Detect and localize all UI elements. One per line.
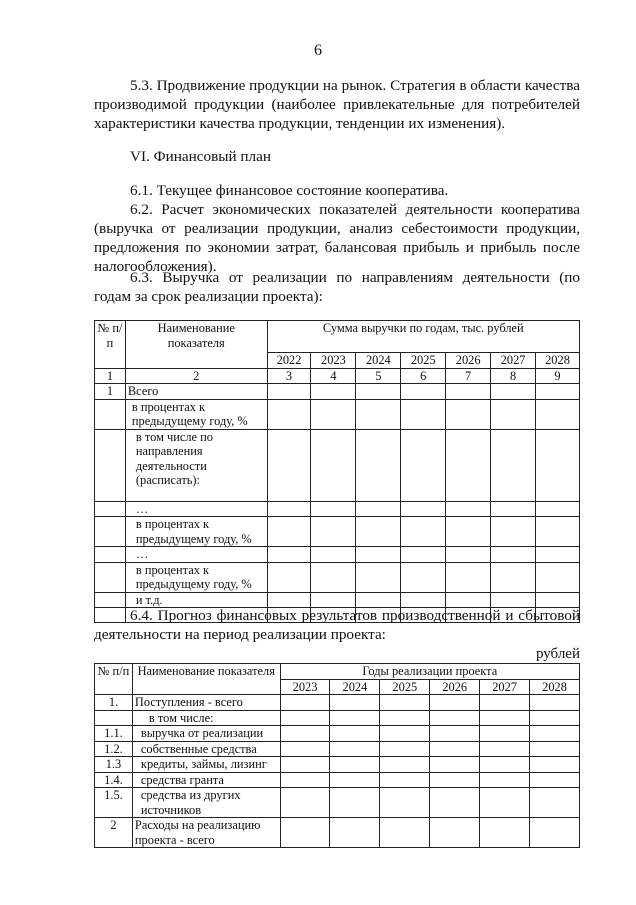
- t2-value-cell: [530, 772, 580, 788]
- t2-value-cell: [430, 695, 480, 711]
- t2-row-name: средства гранта: [132, 772, 280, 788]
- t2-value-cell: [430, 818, 480, 848]
- t1-value-cell: [491, 384, 536, 400]
- t2-row-no: 1.5.: [95, 788, 133, 818]
- t1-row-name: и т.д.: [125, 592, 267, 608]
- t1-header-name: Наименование показателя: [125, 321, 267, 369]
- t1-value-cell: [446, 399, 491, 429]
- t2-header-years: Годы реализации проекта: [280, 664, 579, 680]
- unit-label: рублей: [535, 646, 580, 662]
- table-row: [95, 695, 580, 711]
- t2-body: [95, 695, 580, 848]
- t1-value-cell: [536, 399, 580, 429]
- table-row: [95, 772, 580, 788]
- t1-row-name: в процентах к предыдущему году, %: [125, 562, 267, 592]
- t2-value-cell: [480, 695, 530, 711]
- t1-value-cell: [311, 429, 356, 501]
- t1-year: 2024: [356, 353, 401, 369]
- t2-value-cell: [280, 710, 330, 726]
- t2-value-cell: [480, 772, 530, 788]
- t2-value-cell: [380, 695, 430, 711]
- t1-column-numbers: [95, 368, 580, 384]
- t2-value-cell: [430, 726, 480, 742]
- t1-row-no: [95, 547, 126, 563]
- t1-year: 2023: [311, 353, 356, 369]
- t1-row-no: [95, 517, 126, 547]
- t2-value-cell: [530, 741, 580, 757]
- t1-value-cell: [311, 384, 356, 400]
- t1-row-name: в том числе по направления деятельности (расписать):: [125, 429, 267, 501]
- t1-year: 2026: [446, 353, 491, 369]
- t1-value-cell: [267, 547, 311, 563]
- paragraph-5-3: 5.3. Продвижение продукции на рынок. Стратегия в области качества производимой продукции (наиболее привлекательные для потребителей характеристики качества продукции, тенденции их изменения).: [94, 77, 580, 132]
- t2-value-cell: [530, 695, 580, 711]
- t1-row-name: в процентах к предыдущему году, %: [125, 399, 267, 429]
- t2-value-cell: [280, 726, 330, 742]
- t2-row-no: 1.1.: [95, 726, 133, 742]
- t2-row-name: Расходы на реализацию проекта - всего: [132, 818, 280, 848]
- t2-row-no: 1.2.: [95, 741, 133, 757]
- t1-header-no: № п/п: [95, 321, 126, 369]
- t2-row-name: в том числе:: [132, 710, 280, 726]
- t2-row-name: собственные средства: [132, 741, 280, 757]
- t2-value-cell: [280, 695, 330, 711]
- table-row: [95, 788, 580, 818]
- t1-value-cell: [356, 429, 401, 501]
- t2-row-no: [95, 710, 133, 726]
- t2-value-cell: [480, 788, 530, 818]
- t2-value-cell: [380, 741, 430, 757]
- t1-col-num: 8: [491, 368, 536, 384]
- t2-row-name: Поступления - всего: [132, 695, 280, 711]
- t1-col-num: 4: [311, 368, 356, 384]
- t1-value-cell: [311, 547, 356, 563]
- t1-value-cell: [536, 384, 580, 400]
- t1-value-cell: [356, 562, 401, 592]
- t1-col-num: 3: [267, 368, 311, 384]
- table-row: [95, 710, 580, 726]
- t2-year: 2025: [380, 679, 430, 695]
- paragraph-6-2: 6.2. Расчет экономических показателей деятельности кооператива (выручка от реализации продукции, анализ себестоимости продукции, предложения по экономии затрат, балансовая прибыль и прибыль после налогообложения).: [94, 201, 580, 275]
- table-row: [95, 399, 580, 429]
- t2-value-cell: [430, 710, 480, 726]
- t2-value-cell: [530, 757, 580, 773]
- t1-value-cell: [536, 429, 580, 501]
- t2-value-cell: [380, 788, 430, 818]
- table-row: [95, 384, 580, 400]
- table-row: [95, 818, 580, 848]
- t2-value-cell: [280, 818, 330, 848]
- t2-value-cell: [380, 726, 430, 742]
- t2-row-name: кредиты, займы, лизинг: [132, 757, 280, 773]
- t1-value-cell: [446, 384, 491, 400]
- t1-value-cell: [267, 562, 311, 592]
- t1-row-name: в процентах к предыдущему году, %: [125, 517, 267, 547]
- t1-value-cell: [311, 501, 356, 517]
- t2-value-cell: [480, 757, 530, 773]
- t2-value-cell: [430, 757, 480, 773]
- t1-col-num: 6: [401, 368, 446, 384]
- t1-row-no: 1: [95, 384, 126, 400]
- t1-value-cell: [311, 399, 356, 429]
- t2-value-cell: [280, 772, 330, 788]
- section-heading-financial-plan: VI. Финансовый план: [130, 148, 271, 165]
- t2-value-cell: [280, 757, 330, 773]
- t1-value-cell: [491, 517, 536, 547]
- t1-value-cell: [267, 429, 311, 501]
- t1-value-cell: [401, 384, 446, 400]
- paragraph-6-4: 6.4. Прогноз финансовых результатов производственной и сбытовой деятельности на период реализации проекта:: [94, 607, 580, 643]
- t2-value-cell: [430, 772, 480, 788]
- t1-value-cell: [491, 501, 536, 517]
- t2-row-no: 1.3: [95, 757, 133, 773]
- t2-year: 2027: [480, 679, 530, 695]
- t2-header-no: № п/п: [95, 664, 133, 695]
- t1-value-cell: [267, 501, 311, 517]
- t2-year: 2024: [330, 679, 380, 695]
- t2-value-cell: [280, 788, 330, 818]
- t1-row-no: [95, 399, 126, 429]
- t2-value-cell: [530, 818, 580, 848]
- t2-value-cell: [330, 772, 380, 788]
- t2-value-cell: [330, 695, 380, 711]
- table-row: [95, 501, 580, 517]
- t2-value-cell: [330, 757, 380, 773]
- t1-value-cell: [491, 547, 536, 563]
- t1-value-cell: [267, 517, 311, 547]
- t1-value-cell: [536, 547, 580, 563]
- t1-value-cell: [536, 501, 580, 517]
- t1-header-sum: Сумма выручки по годам, тыс. рублей: [267, 321, 579, 353]
- t2-value-cell: [530, 710, 580, 726]
- t1-row-name: …: [125, 547, 267, 563]
- t1-value-cell: [401, 517, 446, 547]
- t2-value-cell: [330, 710, 380, 726]
- t2-value-cell: [530, 726, 580, 742]
- t1-value-cell: [311, 562, 356, 592]
- t1-value-cell: [401, 429, 446, 501]
- t2-value-cell: [480, 710, 530, 726]
- t1-value-cell: [446, 429, 491, 501]
- t2-value-cell: [330, 726, 380, 742]
- t2-value-cell: [380, 772, 430, 788]
- t1-year: 2025: [401, 353, 446, 369]
- t2-year: 2028: [530, 679, 580, 695]
- t1-value-cell: [356, 384, 401, 400]
- t1-value-cell: [446, 501, 491, 517]
- t1-value-cell: [401, 547, 446, 563]
- t1-value-cell: [446, 517, 491, 547]
- t1-value-cell: [446, 562, 491, 592]
- t1-row-no: [95, 562, 126, 592]
- t1-value-cell: [267, 399, 311, 429]
- t1-value-cell: [491, 399, 536, 429]
- t1-value-cell: [267, 384, 311, 400]
- t1-col-num: 1: [95, 368, 126, 384]
- t1-value-cell: [446, 547, 491, 563]
- table-row: [95, 547, 580, 563]
- t2-row-no: 1.4.: [95, 772, 133, 788]
- t2-row-name: средства из других источников: [132, 788, 280, 818]
- t1-value-cell: [311, 517, 356, 547]
- t2-value-cell: [480, 726, 530, 742]
- t2-value-cell: [430, 741, 480, 757]
- t1-value-cell: [401, 399, 446, 429]
- t2-header-name: Наименование показателя: [132, 664, 280, 695]
- paragraph-6-3: 6.3. Выручка от реализации по направлениям деятельности (по годам за срок реализации проекта):: [94, 269, 580, 305]
- t1-row-name: …: [125, 501, 267, 517]
- t1-col-num: 9: [536, 368, 580, 384]
- t1-year: 2028: [536, 353, 580, 369]
- table-row: [95, 741, 580, 757]
- table-row: [95, 726, 580, 742]
- t1-value-cell: [491, 562, 536, 592]
- t2-year: 2023: [280, 679, 330, 695]
- t2-row-no: 2: [95, 818, 133, 848]
- paragraph-6-1: 6.1. Текущее финансовое состояние кооператива.: [130, 182, 449, 199]
- t1-value-cell: [401, 562, 446, 592]
- t2-year: 2026: [430, 679, 480, 695]
- t1-row-no: [95, 429, 126, 501]
- t1-value-cell: [536, 517, 580, 547]
- t1-value-cell: [356, 399, 401, 429]
- t1-value-cell: [356, 547, 401, 563]
- t1-row-no: [95, 501, 126, 517]
- table-row: [95, 757, 580, 773]
- t1-col-num: 7: [446, 368, 491, 384]
- table-row: [95, 562, 580, 592]
- t2-value-cell: [530, 788, 580, 818]
- t2-value-cell: [380, 757, 430, 773]
- t1-value-cell: [401, 501, 446, 517]
- t1-value-cell: [491, 429, 536, 501]
- table-row: [95, 517, 580, 547]
- t2-row-no: 1.: [95, 695, 133, 711]
- t2-value-cell: [380, 710, 430, 726]
- t1-value-cell: [356, 517, 401, 547]
- t2-value-cell: [480, 818, 530, 848]
- t2-value-cell: [330, 741, 380, 757]
- t1-col-num: 2: [125, 368, 267, 384]
- page-number: 6: [314, 42, 322, 59]
- t2-value-cell: [380, 818, 430, 848]
- t2-value-cell: [480, 741, 530, 757]
- t2-value-cell: [330, 788, 380, 818]
- t1-value-cell: [356, 501, 401, 517]
- t1-year: 2022: [267, 353, 311, 369]
- t2-value-cell: [330, 818, 380, 848]
- revenue-by-activity-table: [94, 320, 580, 623]
- t1-body: [95, 384, 580, 623]
- t1-year: 2027: [491, 353, 536, 369]
- t1-col-num: 5: [356, 368, 401, 384]
- t2-value-cell: [280, 741, 330, 757]
- t1-value-cell: [536, 562, 580, 592]
- financial-forecast-table: [94, 663, 580, 848]
- table-row: [95, 429, 580, 501]
- t2-value-cell: [430, 788, 480, 818]
- t1-row-name: Всего: [125, 384, 267, 400]
- t2-row-name: выручка от реализации: [132, 726, 280, 742]
